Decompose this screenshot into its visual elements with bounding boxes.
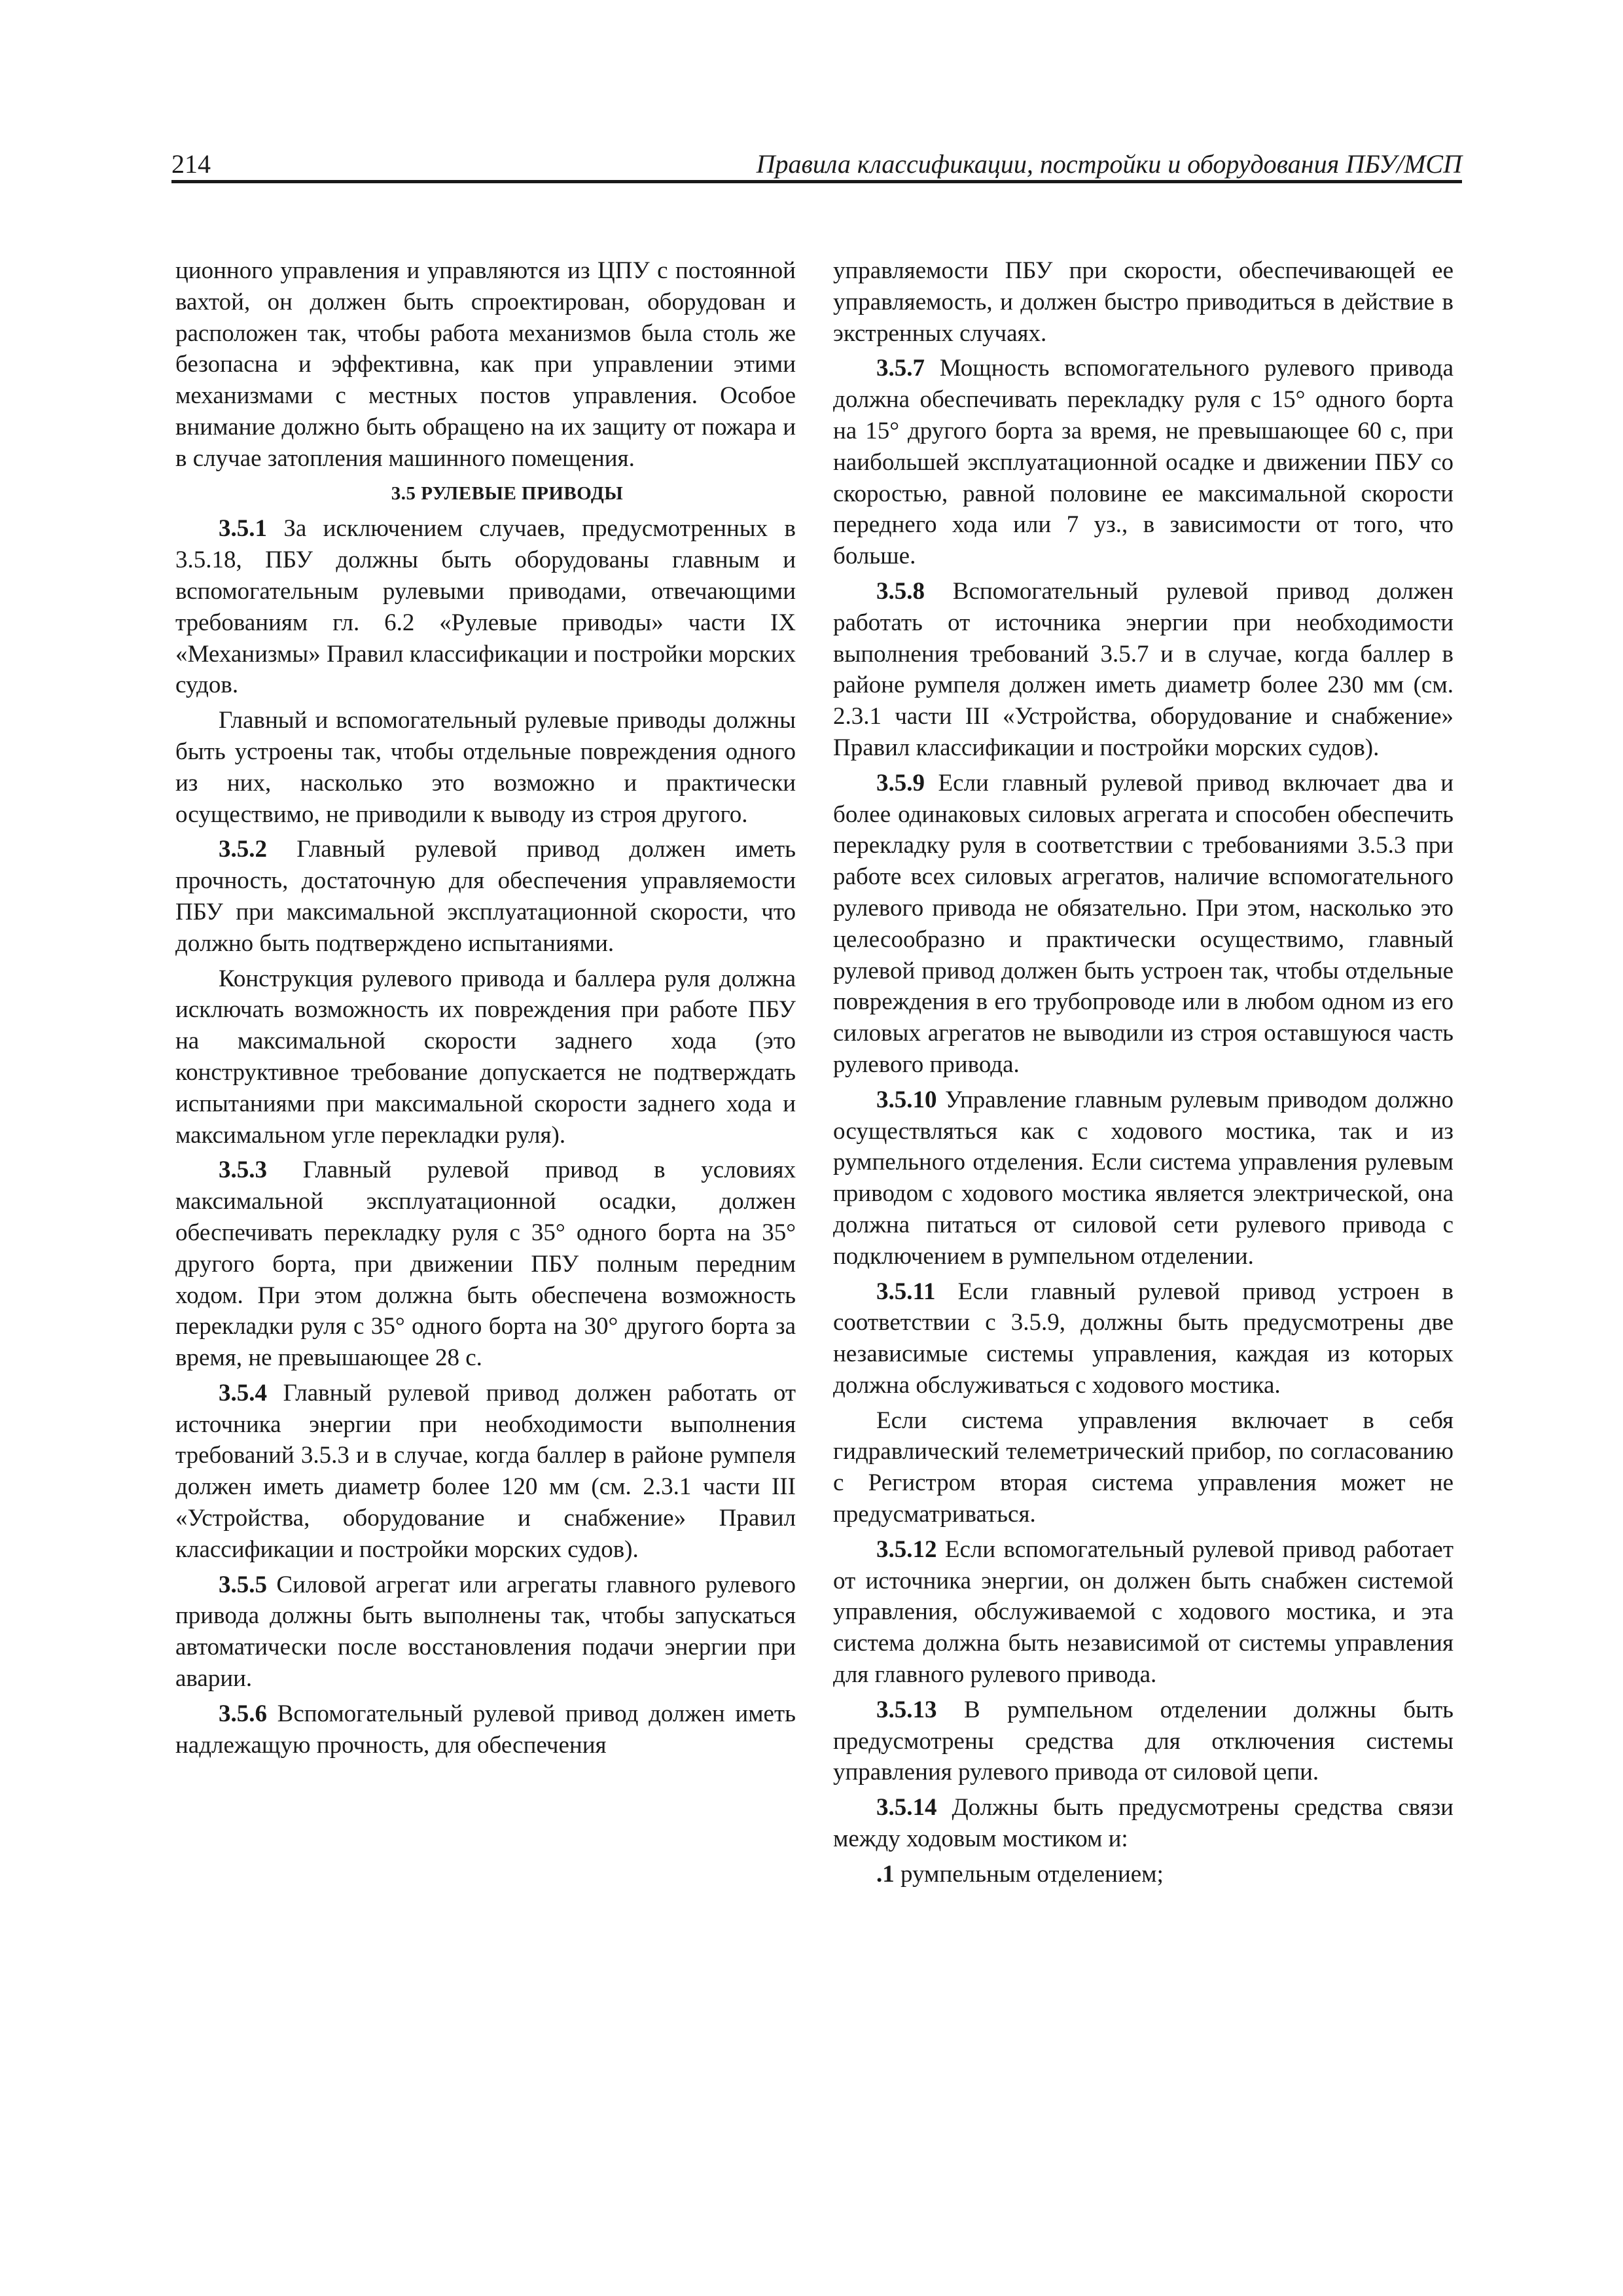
paragraph-number: 3.5.6 — [219, 1700, 267, 1727]
paragraph-3-5-3 — [175, 1155, 796, 1374]
paragraph-continuation: ционного управления и управляются из ЦПУ с постоянной вахтой, он должен быть спроектирован, оборудован и расположен так, чтобы работа механизмов была столь же безопасна и эффективна, как при управлении этими механизмами с местных постов управления. Особое внимание должно быть обращено на их защиту от пожара и в случае затопления машинного помещения. — [175, 257, 796, 472]
paragraph-number: 3.5.5 — [219, 1571, 267, 1598]
paragraph-text: Главный рулевой привод должен работать от источника энергии при необходимости выполнения требований 3.5.3 и в случае, когда баллер в районе румпеля должен иметь диаметр более 120 мм (см. 2.3.1 части III «Устройства, оборудование и снабжение» Правил классификации и постройки морских судов). — [175, 1379, 796, 1563]
paragraph-text: Силовой агрегат или агрегаты главного рулевого привода должны быть выполнены так, чтобы запускаться автоматически после восстановления подачи энергии при аварии. — [175, 1571, 796, 1693]
paragraph-text: Главный рулевой привод должен иметь прочность, достаточную для обеспечения управляемости ПБУ при максимальной эксплуатационной скорости, что должно быть подтверждено испытаниями. — [175, 836, 796, 957]
page-number: 214 — [171, 149, 211, 179]
paragraph-3-5-12 — [833, 1534, 1454, 1691]
paragraph-number: 3.5.10 — [876, 1086, 937, 1113]
paragraph-3-5-1-b: Главный и вспомогательный рулевые приводы должны быть устроены так, чтобы отдельные повреждения одного из них, насколько это возможно и практически осуществимо, не приводили к выводу из строя другого. — [175, 707, 796, 828]
section-heading: 3.5 РУЛЕВЫЕ ПРИВОДЫ — [391, 482, 624, 504]
paragraph-number: 3.5.9 — [876, 769, 925, 797]
list-item-text: румпельным отделением; — [894, 1860, 1164, 1888]
paragraph-3-5-1 — [175, 513, 796, 701]
paragraph-number: 3.5.1 — [219, 515, 267, 543]
paragraph-3-5-7 — [833, 353, 1454, 572]
paragraph-3-5-11 — [833, 1276, 1454, 1401]
paragraph-number: 3.5.8 — [876, 577, 925, 605]
paragraph-text: Управление главным рулевым приводом должно осуществляться как с ходового мостика, так и из румпельного отделения. Если система управления рулевым приводом с ходового мостика является электрической, она должна питаться от силовой сети рулевого привода с подключением в румпельном отделении. — [833, 1086, 1454, 1270]
paragraph-text: Если главный рулевой привод включает два и более одинаковых силовых агрегата и способен обеспечить перекладку руля в соответствии с требованиями 3.5.3 при работе всех силовых агрегатов, наличие вспомогательного рулевого привода не обязательно. При этом, насколько это целесообразно и практически осуществимо, главный рулевой привод должен быть устроен так, чтобы отдельные повреждения в его трубопроводе или в любом одном из его силовых агрегатов не выводили из строя оставшуюся часть рулевого привода. — [833, 769, 1454, 1078]
running-title: Правила классификации, постройки и оборудования ПБУ/МСП — [756, 149, 1462, 179]
left-column — [175, 255, 796, 1765]
paragraph-number: 3.5.2 — [219, 836, 267, 863]
paragraph-3-5-10 — [833, 1085, 1454, 1272]
paragraph-3-5-6-continuation: управляемости ПБУ при скорости, обеспечивающей ее управляемость, и должен быстро приводиться в действие в экстренных случаях. — [833, 257, 1454, 347]
paragraph-3-5-6 — [175, 1698, 796, 1761]
page-header — [171, 141, 1462, 183]
right-column — [833, 255, 1454, 1894]
paragraph-text: Мощность вспомогательного рулевого привода должна обеспечивать перекладку руля с 15° одного борта на 15° другого борта за время, не превышающее 60 с, при наибольшей эксплуатационной осадке и движении ПБУ со скоростью, равной половине ее максимальной скорости переднего хода или 7 уз., в зависимости от того, что больше. — [833, 355, 1454, 570]
paragraph-text: За исключением случаев, предусмотренных в 3.5.18, ПБУ должны быть оборудованы главным и вспомогательным рулевыми приводами, отвечающими требованиям гл. 6.2 «Рулевые приводы» части IX «Механизмы» Правил классификации и постройки морских судов. — [175, 515, 796, 699]
paragraph-number: 3.5.14 — [876, 1794, 937, 1821]
paragraph-text: Должны быть предусмотрены средства связи между ходовым мостиком и: — [833, 1794, 1454, 1853]
paragraph-text: Если вспомогательный рулевой привод работает от источника энергии, он должен быть снабжен системой управления, обслуживаемой с ходового мостика, и эта система должна быть независимой от системы управления для главного рулевого привода. — [833, 1535, 1454, 1689]
paragraph-number: 3.5.4 — [219, 1379, 267, 1407]
paragraph-text: Если главный рулевой привод устроен в соответствии с 3.5.9, должны быть предусмотрены две независимые системы управления, каждая из которых должна обслуживаться с ходового мостика. — [833, 1278, 1454, 1399]
paragraph-number: 3.5.13 — [876, 1696, 937, 1723]
paragraph-3-5-11-b: Если система управления включает в себя гидравлический телеметрический прибор, по согласованию с Регистром вторая система управления может не предусматриваться. — [833, 1407, 1454, 1528]
paragraph-3-5-4 — [175, 1378, 796, 1566]
list-item-1 — [833, 1859, 1454, 1890]
paragraph-3-5-13 — [833, 1695, 1454, 1788]
list-item-number: .1 — [876, 1860, 895, 1888]
paragraph-3-5-8 — [833, 576, 1454, 764]
paragraph-number: 3.5.3 — [219, 1157, 267, 1184]
paragraph-text: Вспомогательный рулевой привод должен иметь надлежащую прочность, для обеспечения — [175, 1700, 796, 1759]
paragraph-text: Вспомогательный рулевой привод должен работать от источника энергии при необходимости выполнения требований 3.5.7 и в случае, когда баллер в районе румпеля должен иметь диаметр более 230 мм (см. 2.3.1 части III «Устройства, оборудование и снабжение» Правил классификации и постройки морских судов). — [833, 577, 1454, 761]
paragraph-3-5-2 — [175, 834, 796, 959]
paragraph-number: 3.5.11 — [876, 1278, 936, 1305]
paragraph-number: 3.5.7 — [876, 355, 925, 382]
paragraph-3-5-9 — [833, 768, 1454, 1081]
paragraph-3-5-2-b: Конструкция рулевого привода и баллера руля должна исключать возможность их повреждения при работе ПБУ на максимальной скорости заднего хода (это конструктивное требование допускается не подтверждать испытаниями при максимальной скорости заднего хода и максимальном угле перекладки руля). — [175, 965, 796, 1149]
paragraph-3-5-5 — [175, 1570, 796, 1695]
paragraph-3-5-14 — [833, 1792, 1454, 1855]
paragraph-number: 3.5.12 — [876, 1535, 937, 1563]
paragraph-text: Главный рулевой привод в условиях максимальной эксплуатационной осадки, должен обеспечивать перекладку руля с 35° одного борта на 35° другого борта, при движении ПБУ полным передним ходом. При этом должна быть обеспечена возможность перекладки руля с 35° одного борта на 30° другого борта за время, не превышающее 28 с. — [175, 1157, 796, 1372]
paragraph-text: В румпельном отделении должны быть предусмотрены средства для отключения системы управления рулевого привода от силовой цепи. — [833, 1696, 1454, 1786]
